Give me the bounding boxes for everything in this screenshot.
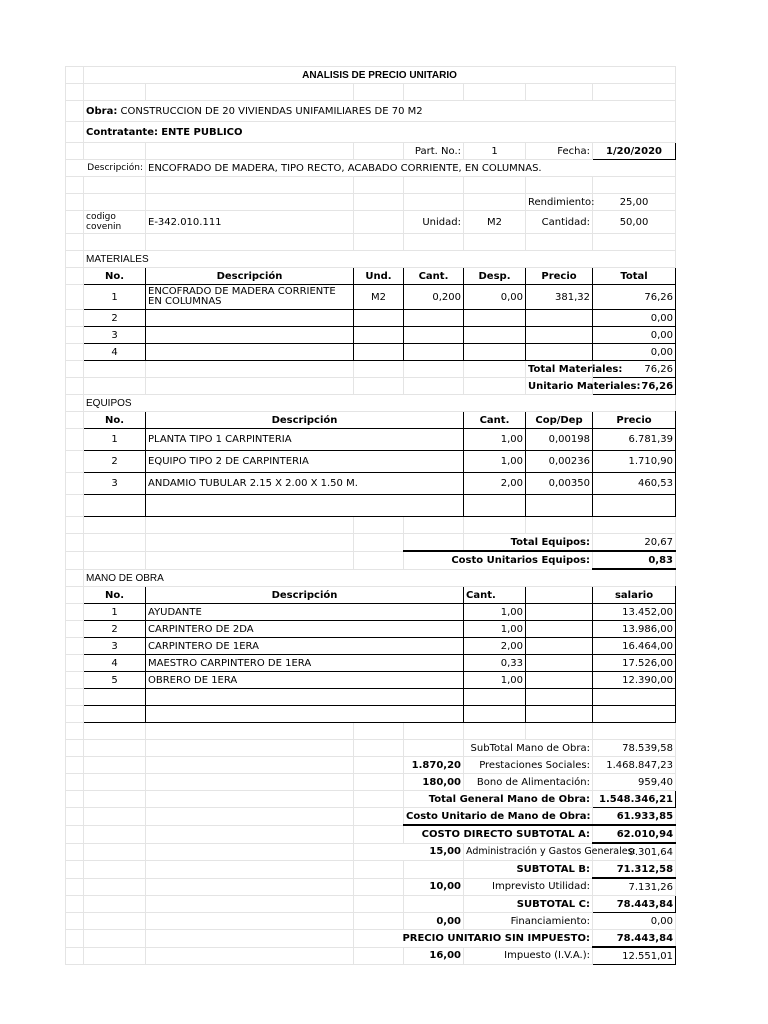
cell-desc: MAESTRO CARPINTERO DE 1ERA [146,655,464,672]
cell-total: 76,26 [593,285,676,310]
total-materiales-value: 76,26 [593,361,676,378]
subtotal-b-label: SUBTOTAL B: [464,861,593,879]
cell-no: 4 [84,655,146,672]
subtotal-b-value: 71.312,58 [593,861,676,879]
cell-cant: 1,00 [464,621,526,638]
col-header: Desp. [464,268,526,285]
descripcion-value: ENCOFRADO DE MADERA, TIPO RECTO, ACABADO CORRIENTE, EN COLUMNAS. [146,160,676,177]
unitario-materiales-label: Unitario Materiales: [526,378,593,395]
cell-desc: CARPINTERO DE 1ERA [146,638,464,655]
cell-salario [593,706,676,723]
subtotal-mano-obra-label: SubTotal Mano de Obra: [464,740,593,757]
col-header: Precio [526,268,593,285]
cell-no: 3 [84,327,146,344]
table-row [66,604,676,621]
cell-desc: EQUIPO TIPO 2 DE CARPINTERIA [146,451,464,473]
cell-precio: 1.710,90 [593,451,676,473]
col-header: Cant. [404,268,464,285]
contratante-line [84,122,676,143]
col-header: Total [593,268,676,285]
cell-no: 3 [84,473,146,495]
cell-salario: 13.986,00 [593,621,676,638]
cell-no: 5 [84,672,146,689]
financiamiento-label: Financiamiento: [464,913,593,930]
col-header: Cop/Dep [526,412,593,429]
cell-cant: 1,00 [464,604,526,621]
total-equipos-label: Total Equipos: [464,534,593,552]
cell-cant [404,327,464,344]
materiales-header-row [66,268,676,285]
admin-value: 9.301,64 [593,843,676,861]
cell-cop: 0,00236 [526,451,593,473]
col-header: Cant. [464,412,526,429]
col-header: Precio [593,412,676,429]
cell-precio [526,327,593,344]
costo-directo-value: 62.010,94 [593,825,676,843]
col-header: Cant. [464,587,526,604]
equipos-header-row [66,412,676,429]
cell-cant: 1,00 [464,429,526,451]
cell-salario [593,689,676,706]
cell-desc [146,327,354,344]
cell-desp [464,327,526,344]
obra-label: Obra: [86,105,118,117]
imprevisto-value: 7.131,26 [593,878,676,896]
cell-desc: ENCOFRADO DE MADERA CORRIENTE EN COLUMNAS [146,285,354,310]
contratante-label: Contratante: [86,126,158,138]
cell-precio [526,344,593,361]
cell-desc: PLANTA TIPO 1 CARPINTERIA [146,429,464,451]
cell-total: 0,00 [593,310,676,327]
mano-obra-header-row [66,587,676,604]
codigo-label: codigo covenin [84,211,146,234]
cell-cant [404,344,464,361]
cell-cant: 2,00 [464,638,526,655]
subtotal-c-value: 78.443,84 [593,896,676,913]
obra-line [84,101,676,122]
table-row [66,621,676,638]
cell-desp: 0,00 [464,285,526,310]
cell-und [354,344,404,361]
admin-pct: 15,00 [354,843,464,861]
fecha-value: 1/20/2020 [593,143,676,160]
cell-salario: 13.452,00 [593,604,676,621]
cell-cant [404,310,464,327]
subtotal-mano-obra-value: 78.539,58 [593,740,676,757]
cell-desp [464,310,526,327]
obra-value: CONSTRUCCION DE 20 VIVIENDAS UNIFAMILIARES DE 70 M2 [120,105,423,117]
bono-qty: 180,00 [404,774,464,791]
iva-value: 12.551,01 [593,947,676,965]
subtotal-c-label: SUBTOTAL C: [464,896,593,913]
financiamiento-pct: 0,00 [404,913,464,930]
table-row [66,706,676,723]
cell-precio: 460,53 [593,473,676,495]
page-title: ANALISIS DE PRECIO UNITARIO [84,67,676,84]
table-row [66,689,676,706]
cell-salario: 17.526,00 [593,655,676,672]
prestaciones-value: 1.468.847,23 [593,757,676,774]
cell-cant: 1,00 [464,672,526,689]
cell-desc [146,706,464,723]
cell-cant [464,706,526,723]
cell-total: 0,00 [593,344,676,361]
cell-no: 4 [84,344,146,361]
table-row [66,638,676,655]
cell-cant: 2,00 [464,473,526,495]
cell-no [84,495,146,517]
mano-obra-title: MANO DE OBRA [84,569,676,587]
table-row [66,310,676,327]
unitario-materiales-value: 76,26 [593,378,676,395]
rendimiento-value: 25,00 [593,194,676,211]
cantidad-value: 50,00 [593,211,676,234]
cell-cant [464,689,526,706]
cell-desc [146,310,354,327]
cell-cop [526,495,593,517]
prestaciones-pct: 1.870,20 [404,757,464,774]
iva-label: Impuesto (I.V.A.): [464,947,593,965]
cell-cant: 1,00 [464,451,526,473]
cell-cop: 0,00350 [526,473,593,495]
cell-no: 1 [84,429,146,451]
admin-label: Administración y Gastos Generales: [464,843,593,861]
col-header: Descripción [146,587,464,604]
cell-no: 2 [84,451,146,473]
table-row [66,672,676,689]
table-row [66,429,676,451]
table-row [66,655,676,672]
total-materiales-label: Total Materiales: [526,361,593,378]
col-header: No. [84,412,146,429]
cell-precio [526,310,593,327]
cell-no: 2 [84,621,146,638]
table-row [66,495,676,517]
costo-directo-label: COSTO DIRECTO SUBTOTAL A: [404,825,593,843]
cell-desc [146,344,354,361]
part-value: 1 [464,143,526,160]
unidad-label: Unidad: [404,211,464,234]
cell-no [84,689,146,706]
cell-no: 2 [84,310,146,327]
cell-cant: 0,33 [464,655,526,672]
cell-no: 1 [84,285,146,310]
cell-no: 1 [84,604,146,621]
table-row [66,344,676,361]
cell-desc: CARPINTERO DE 2DA [146,621,464,638]
total-general-mano-obra-label: Total General Mano de Obra: [404,791,593,808]
cell-no: 3 [84,638,146,655]
rendimiento-label: Rendimiento: [526,194,593,211]
col-header: No. [84,587,146,604]
imprevisto-pct: 10,00 [404,878,464,896]
descripcion-label: Descripción: [66,160,146,177]
cell-desc [146,689,464,706]
codigo-value: E-342.010.111 [146,211,354,234]
costo-unitario-equipos-label: Costo Unitarios Equipos: [404,551,593,569]
precio-sin-impuesto-value: 78.443,84 [593,930,676,948]
cell-cant: 0,200 [404,285,464,310]
cell-desc: AYUDANTE [146,604,464,621]
table-row [66,473,676,495]
equipos-title: EQUIPOS [84,395,676,412]
apu-table [65,66,676,965]
bono-value: 959,40 [593,774,676,791]
cell-salario: 16.464,00 [593,638,676,655]
contratante-value: ENTE PUBLICO [161,126,243,138]
col-header: Descripción [146,412,464,429]
cell-desp [464,344,526,361]
cell-desc [146,495,464,517]
table-row [66,327,676,344]
col-header: Descripción [146,268,354,285]
cell-precio: 381,32 [526,285,593,310]
cell-precio [593,495,676,517]
iva-pct: 16,00 [404,947,464,965]
cell-salario: 12.390,00 [593,672,676,689]
materiales-title: MATERIALES [84,251,676,268]
bono-label: Bono de Alimentación: [464,774,593,791]
col-header: salario [593,587,676,604]
financiamiento-value: 0,00 [593,913,676,930]
cell-und: M2 [354,285,404,310]
cantidad-label: Cantidad: [526,211,593,234]
total-equipos-value: 20,67 [593,534,676,552]
cell-no [84,706,146,723]
col-header: No. [84,268,146,285]
col-header: Und. [354,268,404,285]
cell-desc: ANDAMIO TUBULAR 2.15 X 2.00 X 1.50 M. [146,473,464,495]
cell-und [354,310,404,327]
table-row [66,285,676,310]
cell-cant [464,495,526,517]
costo-unitario-equipos-value: 0,83 [593,551,676,569]
costo-unitario-mano-obra-label: Costo Unitario de Mano de Obra: [404,808,593,826]
costo-unitario-mano-obra-value: 61.933,85 [593,808,676,826]
cell-desc: OBRERO DE 1ERA [146,672,464,689]
unidad-value: M2 [464,211,526,234]
imprevisto-label: Imprevisto Utilidad: [464,878,593,896]
cell-precio: 6.781,39 [593,429,676,451]
fecha-label: Fecha: [526,143,593,160]
part-label: Part. No.: [404,143,464,160]
apu-sheet [65,66,675,965]
precio-sin-impuesto-label: PRECIO UNITARIO SIN IMPUESTO: [354,930,593,948]
cell-und [354,327,404,344]
total-general-mano-obra-value: 1.548.346,21 [593,791,676,808]
cell-cop: 0,00198 [526,429,593,451]
cell-total: 0,00 [593,327,676,344]
table-row [66,451,676,473]
prestaciones-label: Prestaciones Sociales: [464,757,593,774]
